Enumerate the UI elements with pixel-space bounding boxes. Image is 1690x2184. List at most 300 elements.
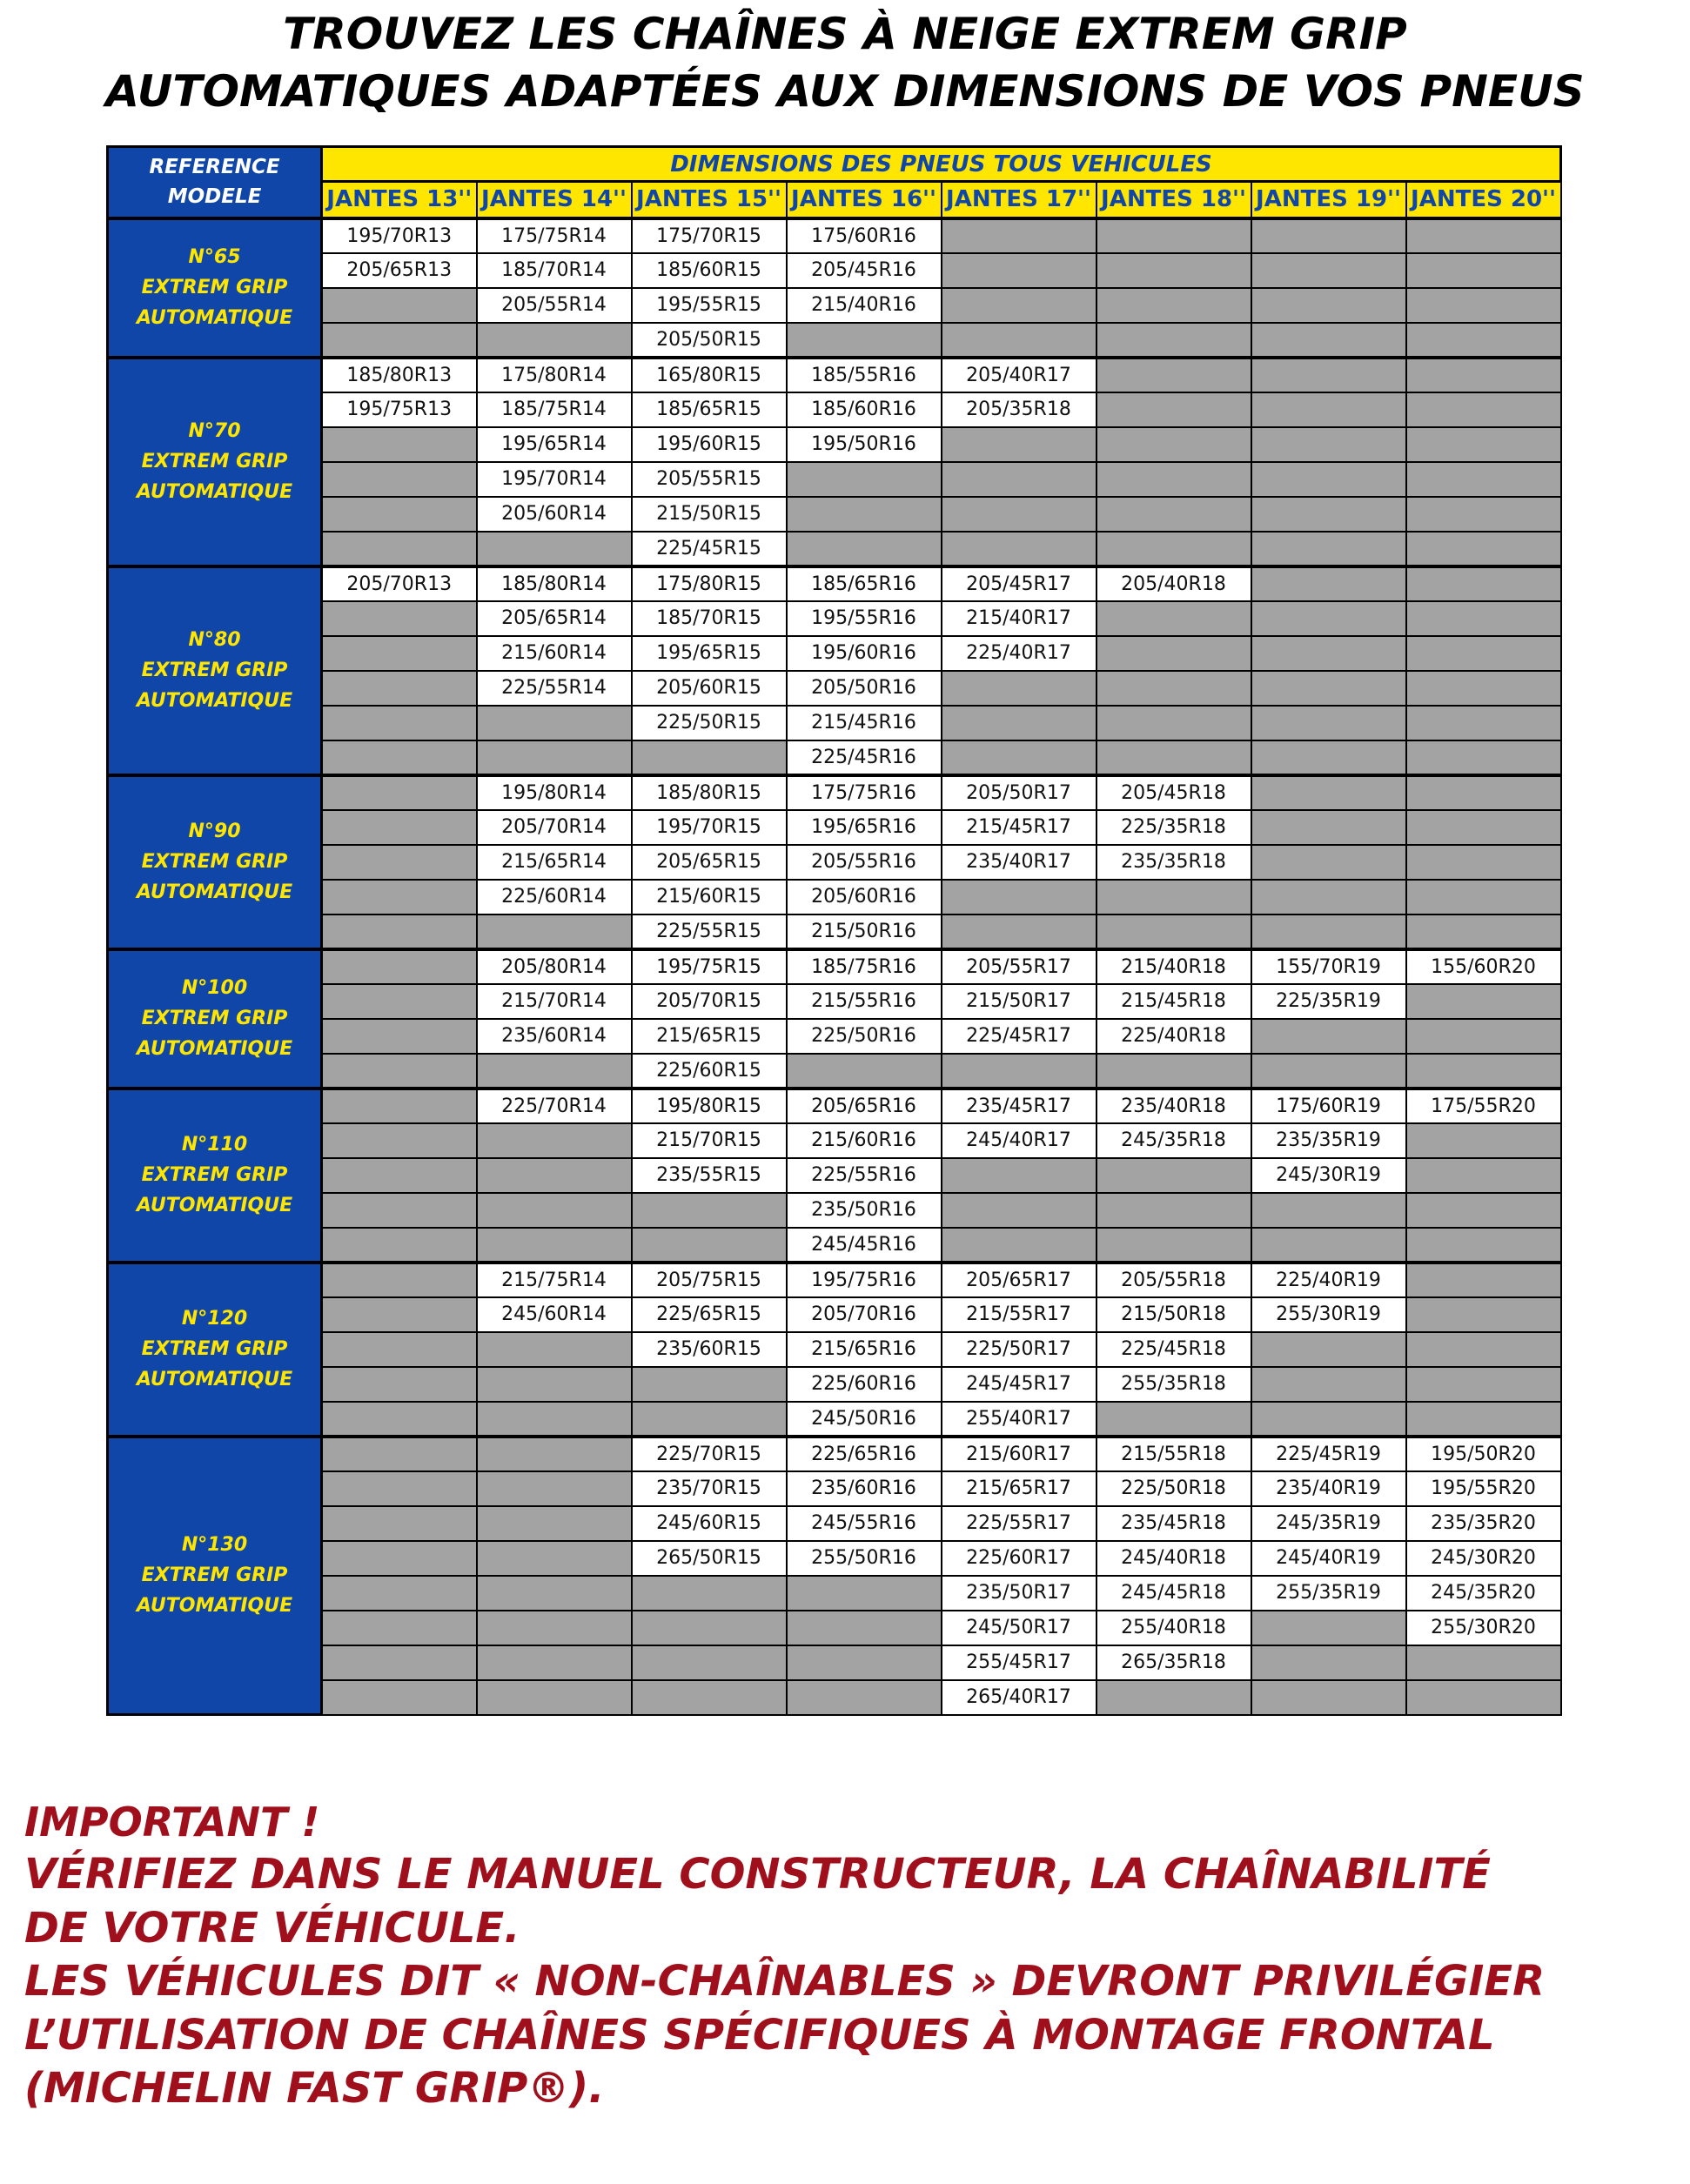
empty-cell	[1096, 914, 1251, 949]
empty-cell	[787, 1054, 942, 1089]
empty-cell	[1096, 323, 1251, 358]
table-row	[108, 392, 1561, 427]
rim-size-header: JANTES 16''	[787, 182, 942, 218]
empty-cell	[1251, 740, 1406, 775]
tire-size-cell: 185/55R16	[787, 358, 942, 392]
tire-size-cell: 225/35R19	[1251, 984, 1406, 1019]
model-reference-cell	[108, 358, 322, 566]
table-row	[108, 1019, 1561, 1054]
tire-size-cell: 225/65R16	[787, 1437, 942, 1471]
tire-size-cell: 225/60R16	[787, 1367, 942, 1402]
empty-cell	[322, 1297, 477, 1332]
tire-size-cell: 195/55R20	[1406, 1471, 1561, 1506]
empty-cell	[322, 1506, 477, 1541]
tire-size-cell: 205/55R14	[477, 288, 632, 323]
empty-cell	[787, 462, 942, 497]
empty-cell	[787, 497, 942, 532]
tire-size-cell: 195/55R16	[787, 601, 942, 636]
tire-size-cell: 225/45R17	[942, 1019, 1096, 1054]
tire-size-cell: 195/80R14	[477, 775, 632, 810]
model-label-line: EXTREM GRIP	[141, 1008, 288, 1029]
empty-cell	[942, 462, 1096, 497]
tire-size-cell: 245/35R18	[1096, 1123, 1251, 1158]
tire-size-cell: 205/40R18	[1096, 566, 1251, 601]
empty-cell	[1251, 323, 1406, 358]
tire-size-cell: 215/60R15	[632, 880, 787, 914]
empty-cell	[322, 1471, 477, 1506]
empty-cell	[1096, 671, 1251, 706]
table-row	[108, 810, 1561, 845]
tire-size-cell: 255/40R18	[1096, 1611, 1251, 1645]
empty-cell	[322, 1263, 477, 1297]
table-row	[108, 601, 1561, 636]
empty-cell	[1096, 1680, 1251, 1715]
model-label-line: N°120	[181, 1308, 248, 1330]
empty-cell	[1406, 253, 1561, 288]
empty-cell	[322, 1645, 477, 1680]
empty-cell	[1096, 1054, 1251, 1089]
tire-size-cell: 185/75R14	[477, 392, 632, 427]
empty-cell	[1406, 1367, 1561, 1402]
empty-cell	[477, 323, 632, 358]
empty-cell	[632, 1228, 787, 1263]
tire-size-cell: 235/45R18	[1096, 1506, 1251, 1541]
tire-size-cell: 205/55R17	[942, 949, 1096, 984]
table-row	[108, 1332, 1561, 1367]
tire-size-cell: 265/40R17	[942, 1680, 1096, 1715]
tire-size-cell: 225/40R18	[1096, 1019, 1251, 1054]
empty-cell	[1406, 810, 1561, 845]
empty-cell	[942, 1193, 1096, 1228]
empty-cell	[1096, 462, 1251, 497]
rim-size-header: JANTES 13''	[322, 182, 477, 218]
empty-cell	[632, 1611, 787, 1645]
tire-size-cell: 225/45R16	[787, 740, 942, 775]
empty-cell	[942, 671, 1096, 706]
table-row	[108, 636, 1561, 671]
tire-size-cell: 205/60R15	[632, 671, 787, 706]
model-label-line: N°90	[188, 821, 241, 842]
tire-size-cell: 225/70R14	[477, 1089, 632, 1123]
tire-size-cell: 225/55R15	[632, 914, 787, 949]
tire-size-cell: 225/45R18	[1096, 1332, 1251, 1367]
tire-size-cell: 215/75R14	[477, 1263, 632, 1297]
tire-size-cell: 185/80R13	[322, 358, 477, 392]
tire-size-cell: 205/45R16	[787, 253, 942, 288]
tire-size-cell: 225/45R19	[1251, 1437, 1406, 1471]
tire-size-cell: 245/45R16	[787, 1228, 942, 1263]
tire-size-cell: 215/50R15	[632, 497, 787, 532]
tire-size-cell: 215/40R16	[787, 288, 942, 323]
empty-cell	[942, 323, 1096, 358]
empty-cell	[1406, 1263, 1561, 1297]
model-label-line: EXTREM GRIP	[141, 1164, 288, 1186]
tire-size-cell: 175/80R14	[477, 358, 632, 392]
tire-size-cell: 195/70R13	[322, 218, 477, 253]
tire-size-cell: 185/60R15	[632, 253, 787, 288]
rim-size-header: JANTES 18''	[1096, 182, 1251, 218]
table-row	[108, 880, 1561, 914]
empty-cell	[1096, 1193, 1251, 1228]
tire-size-cell: 255/50R16	[787, 1541, 942, 1576]
empty-cell	[1406, 358, 1561, 392]
empty-cell	[787, 323, 942, 358]
tire-size-cell: 185/70R15	[632, 601, 787, 636]
empty-cell	[1251, 1228, 1406, 1263]
model-label-line: EXTREM GRIP	[141, 1338, 288, 1360]
tire-size-cell: 235/45R17	[942, 1089, 1096, 1123]
empty-cell	[1406, 288, 1561, 323]
tire-size-cell: 245/50R17	[942, 1611, 1096, 1645]
model-reference-cell	[108, 1263, 322, 1437]
table-row	[108, 358, 1561, 392]
empty-cell	[1096, 1158, 1251, 1193]
table-row	[108, 1123, 1561, 1158]
tire-size-cell: 195/75R15	[632, 949, 787, 984]
empty-cell	[1406, 984, 1561, 1019]
model-label-line: AUTOMATIQUE	[136, 1038, 293, 1060]
empty-cell	[1406, 740, 1561, 775]
empty-cell	[1096, 1402, 1251, 1437]
page-title-line-1: TROUVEZ LES CHAÎNES À NEIGE EXTREM GRIP	[283, 9, 1407, 59]
empty-cell	[1251, 1019, 1406, 1054]
empty-cell	[477, 1506, 632, 1541]
tire-size-cell: 195/75R13	[322, 392, 477, 427]
model-label-line: AUTOMATIQUE	[136, 1369, 293, 1390]
empty-cell	[1251, 392, 1406, 427]
empty-cell	[477, 1158, 632, 1193]
empty-cell	[1096, 253, 1251, 288]
tire-size-cell: 205/70R15	[632, 984, 787, 1019]
tire-size-cell: 215/55R16	[787, 984, 942, 1019]
important-line: DE VOTRE VÉHICULE.	[24, 1903, 520, 1953]
empty-cell	[1096, 358, 1251, 392]
important-notice	[24, 1796, 1678, 2116]
rim-size-header: JANTES 19''	[1251, 182, 1406, 218]
empty-cell	[322, 1228, 477, 1263]
tire-size-cell: 235/55R15	[632, 1158, 787, 1193]
tire-size-cell: 215/65R14	[477, 845, 632, 880]
model-label-line: EXTREM GRIP	[141, 1564, 288, 1587]
tire-size-cell: 185/80R14	[477, 566, 632, 601]
tire-size-cell: 225/65R15	[632, 1297, 787, 1332]
tire-size-cell: 205/65R14	[477, 601, 632, 636]
rim-size-header: JANTES 17''	[942, 182, 1096, 218]
tire-size-cell: 245/45R18	[1096, 1576, 1251, 1611]
model-label-line: AUTOMATIQUE	[136, 481, 293, 503]
tire-size-cell: 245/55R16	[787, 1506, 942, 1541]
tire-size-cell: 185/65R16	[787, 566, 942, 601]
tire-size-cell: 175/80R15	[632, 566, 787, 601]
table-row	[108, 566, 1561, 601]
empty-cell	[322, 1054, 477, 1089]
tire-size-cell: 225/35R18	[1096, 810, 1251, 845]
empty-cell	[1406, 1402, 1561, 1437]
empty-cell	[787, 1680, 942, 1715]
rim-size-header: JANTES 14''	[477, 182, 632, 218]
table-row	[108, 949, 1561, 984]
tire-size-cell: 175/60R16	[787, 218, 942, 253]
tire-size-cell: 235/60R16	[787, 1471, 942, 1506]
model-reference-cell	[108, 949, 322, 1089]
empty-cell	[1251, 1367, 1406, 1402]
model-label-line: N°65	[188, 246, 241, 268]
model-reference-cell	[108, 218, 322, 358]
empty-cell	[322, 1332, 477, 1367]
empty-cell	[322, 497, 477, 532]
tire-size-cell: 195/70R15	[632, 810, 787, 845]
tire-size-cell: 205/70R16	[787, 1297, 942, 1332]
empty-cell	[1406, 427, 1561, 462]
tire-size-cell: 205/60R16	[787, 880, 942, 914]
empty-cell	[1251, 810, 1406, 845]
empty-cell	[1251, 462, 1406, 497]
tire-size-cell: 215/45R18	[1096, 984, 1251, 1019]
tire-size-cell: 165/80R15	[632, 358, 787, 392]
tire-size-cell: 205/65R13	[322, 253, 477, 288]
tire-size-cell: 245/30R20	[1406, 1541, 1561, 1576]
tire-size-cell: 205/55R15	[632, 462, 787, 497]
empty-cell	[1406, 323, 1561, 358]
model-header-line: MODELE	[167, 185, 262, 209]
empty-cell	[1096, 427, 1251, 462]
table-row	[108, 1228, 1561, 1263]
tire-size-cell: 235/50R16	[787, 1193, 942, 1228]
empty-cell	[1406, 497, 1561, 532]
model-label-line: EXTREM GRIP	[141, 851, 288, 873]
empty-cell	[477, 1680, 632, 1715]
tire-size-cell: 215/70R14	[477, 984, 632, 1019]
empty-cell	[477, 1367, 632, 1402]
tire-size-cell: 235/50R17	[942, 1576, 1096, 1611]
empty-cell	[322, 427, 477, 462]
empty-cell	[477, 1332, 632, 1367]
model-label-line: AUTOMATIQUE	[136, 307, 293, 329]
empty-cell	[322, 984, 477, 1019]
tire-size-cell: 215/45R16	[787, 706, 942, 740]
tire-size-cell: 215/50R16	[787, 914, 942, 949]
empty-cell	[322, 462, 477, 497]
tire-size-cell: 205/70R13	[322, 566, 477, 601]
tire-size-cell: 235/35R18	[1096, 845, 1251, 880]
important-line: L’UTILISATION DE CHAÎNES SPÉCIFIQUES À MONTAGE FRONTAL	[24, 2010, 1495, 2060]
empty-cell	[1251, 427, 1406, 462]
model-label-line: AUTOMATIQUE	[136, 690, 293, 712]
tire-size-cell: 225/50R16	[787, 1019, 942, 1054]
empty-cell	[322, 775, 477, 810]
tire-size-cell: 245/40R18	[1096, 1541, 1251, 1576]
model-label-line: N°70	[188, 420, 241, 442]
tire-size-cell: 205/50R15	[632, 323, 787, 358]
table-row	[108, 1680, 1561, 1715]
model-label-line: AUTOMATIQUE	[136, 881, 293, 903]
model-label-line: N°110	[181, 1134, 248, 1156]
tire-size-cell: 155/70R19	[1251, 949, 1406, 984]
page-title-line-2: AUTOMATIQUES ADAPTÉES AUX DIMENSIONS DE VOS PNEUS	[105, 66, 1585, 117]
table-row	[108, 323, 1561, 358]
empty-cell	[477, 1541, 632, 1576]
tire-size-cell: 235/70R15	[632, 1471, 787, 1506]
empty-cell	[322, 810, 477, 845]
empty-cell	[1251, 775, 1406, 810]
empty-cell	[322, 1019, 477, 1054]
empty-cell	[1096, 1228, 1251, 1263]
empty-cell	[1096, 288, 1251, 323]
tire-size-cell: 205/55R18	[1096, 1263, 1251, 1297]
empty-cell	[477, 1228, 632, 1263]
important-line: LES VÉHICULES DIT « NON-CHAÎNABLES » DEVRONT PRIVILÉGIER	[24, 1957, 1546, 2006]
empty-cell	[1406, 1193, 1561, 1228]
table-row	[108, 984, 1561, 1019]
table-row	[108, 740, 1561, 775]
tire-size-cell: 265/50R15	[632, 1541, 787, 1576]
model-label-line: N°130	[181, 1534, 248, 1557]
tire-size-cell: 215/50R18	[1096, 1297, 1251, 1332]
tire-size-cell: 215/55R17	[942, 1297, 1096, 1332]
empty-cell	[322, 1158, 477, 1193]
reference-header-line: REFERENCE	[149, 156, 280, 179]
tire-size-cell: 245/45R17	[942, 1367, 1096, 1402]
empty-cell	[942, 1054, 1096, 1089]
table-row	[108, 1437, 1561, 1471]
table-row	[108, 1089, 1561, 1123]
empty-cell	[1406, 1680, 1561, 1715]
empty-cell	[322, 706, 477, 740]
empty-cell	[1406, 706, 1561, 740]
empty-cell	[1251, 880, 1406, 914]
empty-cell	[1096, 218, 1251, 253]
empty-cell	[477, 1576, 632, 1611]
tire-size-cell: 205/50R17	[942, 775, 1096, 810]
tire-size-cell: 225/70R15	[632, 1437, 787, 1471]
tire-size-cell: 215/70R15	[632, 1123, 787, 1158]
model-reference-cell	[108, 1089, 322, 1263]
rim-size-header: JANTES 15''	[632, 182, 787, 218]
table-row	[108, 288, 1561, 323]
tire-size-cell: 255/30R20	[1406, 1611, 1561, 1645]
tire-size-cell: 195/75R16	[787, 1263, 942, 1297]
empty-cell	[942, 218, 1096, 253]
empty-cell	[942, 914, 1096, 949]
tire-size-cell: 245/40R17	[942, 1123, 1096, 1158]
empty-cell	[477, 1402, 632, 1437]
tire-size-cell: 215/65R16	[787, 1332, 942, 1367]
empty-cell	[477, 1645, 632, 1680]
empty-cell	[1251, 1402, 1406, 1437]
tire-size-cell: 195/50R20	[1406, 1437, 1561, 1471]
tire-size-cell: 235/60R14	[477, 1019, 632, 1054]
empty-cell	[477, 532, 632, 566]
tire-size-cell: 205/65R17	[942, 1263, 1096, 1297]
empty-cell	[1406, 601, 1561, 636]
table-row	[108, 427, 1561, 462]
table-row	[108, 497, 1561, 532]
empty-cell	[1406, 1123, 1561, 1158]
important-line: VÉRIFIEZ DANS LE MANUEL CONSTRUCTEUR, LA CHAÎNABILITÉ	[24, 1850, 1491, 1899]
empty-cell	[942, 497, 1096, 532]
empty-cell	[942, 427, 1096, 462]
empty-cell	[787, 532, 942, 566]
empty-cell	[322, 1367, 477, 1402]
tire-size-cell: 205/60R14	[477, 497, 632, 532]
table-row	[108, 1506, 1561, 1541]
tire-size-cell: 245/40R19	[1251, 1541, 1406, 1576]
tire-size-cell: 255/30R19	[1251, 1297, 1406, 1332]
empty-cell	[1251, 671, 1406, 706]
tire-size-cell: 195/80R15	[632, 1089, 787, 1123]
table-row	[108, 1367, 1561, 1402]
empty-cell	[477, 1437, 632, 1471]
table-row	[108, 1263, 1561, 1297]
important-heading: IMPORTANT !	[24, 1799, 320, 1846]
tire-size-cell: 175/75R14	[477, 218, 632, 253]
model-reference-cell	[108, 1437, 322, 1715]
empty-cell	[322, 1193, 477, 1228]
empty-cell	[1406, 1228, 1561, 1263]
tire-size-cell: 205/65R15	[632, 845, 787, 880]
tire-size-cell: 225/55R17	[942, 1506, 1096, 1541]
model-label-line: EXTREM GRIP	[141, 660, 288, 681]
table-row	[108, 1576, 1561, 1611]
tire-size-cell: 235/40R19	[1251, 1471, 1406, 1506]
empty-cell	[1251, 288, 1406, 323]
tire-size-cell: 235/40R17	[942, 845, 1096, 880]
empty-cell	[1406, 880, 1561, 914]
table-row	[108, 845, 1561, 880]
empty-cell	[1251, 1054, 1406, 1089]
table-row	[108, 1054, 1561, 1089]
tire-size-cell: 215/55R18	[1096, 1437, 1251, 1471]
empty-cell	[1406, 845, 1561, 880]
tire-size-cell: 195/65R14	[477, 427, 632, 462]
tire-size-cell: 225/40R19	[1251, 1263, 1406, 1297]
tire-size-cell: 215/50R17	[942, 984, 1096, 1019]
empty-cell	[1406, 392, 1561, 427]
empty-cell	[942, 532, 1096, 566]
empty-cell	[1096, 392, 1251, 427]
model-label-line: N°80	[188, 629, 241, 651]
empty-cell	[322, 323, 477, 358]
table-row	[108, 706, 1561, 740]
empty-cell	[322, 914, 477, 949]
rim-header-row	[108, 182, 1561, 218]
tire-size-cell: 225/60R17	[942, 1541, 1096, 1576]
table-row	[108, 1297, 1561, 1332]
table-body	[108, 218, 1561, 1715]
tire-size-cell: 265/35R18	[1096, 1645, 1251, 1680]
tire-size-cell: 225/50R18	[1096, 1471, 1251, 1506]
empty-cell	[942, 253, 1096, 288]
empty-cell	[1251, 497, 1406, 532]
empty-cell	[1096, 706, 1251, 740]
tire-size-cell: 255/35R18	[1096, 1367, 1251, 1402]
tire-size-cell: 255/45R17	[942, 1645, 1096, 1680]
tire-size-cell: 215/45R17	[942, 810, 1096, 845]
tire-size-cell: 225/45R15	[632, 532, 787, 566]
tire-size-cell: 225/60R15	[632, 1054, 787, 1089]
tire-size-cell: 245/35R20	[1406, 1576, 1561, 1611]
empty-cell	[1406, 532, 1561, 566]
tire-size-cell: 185/70R14	[477, 253, 632, 288]
empty-cell	[1406, 1297, 1561, 1332]
tire-size-cell: 175/55R20	[1406, 1089, 1561, 1123]
empty-cell	[477, 1193, 632, 1228]
tire-size-cell: 215/40R17	[942, 601, 1096, 636]
tire-size-cell: 205/45R17	[942, 566, 1096, 601]
tire-size-cell: 235/35R19	[1251, 1123, 1406, 1158]
tire-size-cell: 205/80R14	[477, 949, 632, 984]
empty-cell	[1251, 601, 1406, 636]
